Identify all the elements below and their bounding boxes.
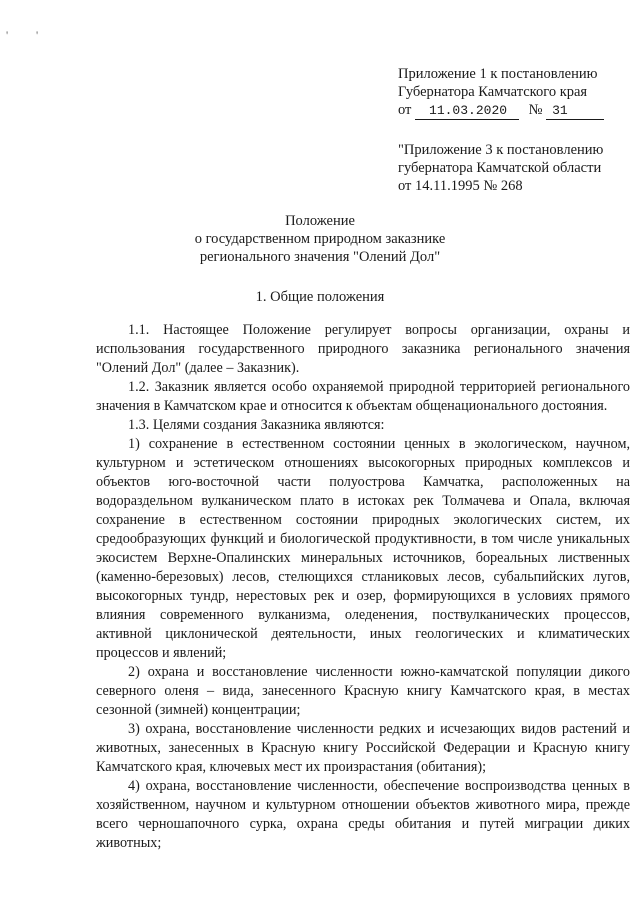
goal-item-3: 3) охрана, восстановление численности редких и исчезающих видов растений и животных, занесенных в Красную книгу Российской Федерации и Красную книгу Камчатского края, ключевых мест их произрастания (обитания); xyxy=(96,721,630,775)
section-heading: 1. Общие положения xyxy=(255,289,385,305)
appendix3-line3: от 14.11.1995 № 268 xyxy=(398,178,523,194)
goal-item-4: 4) охрана, восстановление численности, обеспечение воспроизводства ценных в хозяйственном, научном и культурном отношении объектов животного мира, прежде всего черношапочного сурка, охрана среды обитания и путей миграции диких животных; xyxy=(96,778,630,851)
title-line2: о государственном природном заказнике xyxy=(194,231,446,247)
goal-item-1: 1) сохранение в естественном состоянии ценных в экологическом, научном, культурном и эстетическом отношениях высокогорных природных комплексов и объектов юго-восточной части полуострова Камчатка, расположенных на водораздельном вулканическом плато в истоках рек Толмачева и Опала, включая сохранение в естественном состоянии природных экологических систем, их средообразующих функций и биологической продуктивности, в том числе уникальных экосистем Верхне-Опалинских минеральных источников, бореальных лиственных (каменно-березовых) лесов, стелющихся стланиковых лесов, субальпийских лугов, высокогорных тундр, нерестовых рек и озер, формирующихся в условиях прямого влияния современного вулканизма, оледенения, поствулканических процессов, активной циклонической деятельности, иных геологических и климатических процессов и явлений; xyxy=(96,436,630,661)
paragraph-1-2: 1.2. Заказник является особо охраняемой природной территорией регионального значения в Камчатском крае и относится к объектам общенационального достояния. xyxy=(96,379,630,414)
paragraph-1-3: 1.3. Целями создания Заказника являются: xyxy=(128,417,385,433)
goal-item-2: 2) охрана и восстановление численности южно-камчатской популяции дикого северного оленя – вида, занесенного Красную книгу Камчатского края, в местах сезонной (зимней) концентрации; xyxy=(96,664,630,718)
document-number: 31 xyxy=(546,103,604,120)
paragraph-1-1: 1.1. Настоящее Положение регулирует вопросы организации, охраны и использования государственного природного заказника регионального значения "Олений Дол" (далее – Заказник). xyxy=(96,322,630,376)
scan-mark-right: ' xyxy=(36,28,39,42)
title-line3: регионального значения "Олений Дол" xyxy=(199,249,441,265)
number-prefix: № xyxy=(528,102,543,118)
scan-mark-left: ' xyxy=(6,28,9,42)
appendix1-date-line xyxy=(398,100,604,120)
document-body xyxy=(96,321,630,853)
appendix1-line2: Губернатора Камчатского края xyxy=(398,84,588,100)
signing-date: 11.03.2020 xyxy=(415,103,519,120)
appendix1-line1: Приложение 1 к постановлению xyxy=(398,66,598,82)
title-line1: Положение xyxy=(285,213,355,229)
appendix3-line1: "Приложение 3 к постановлению xyxy=(398,142,604,158)
appendix3-line2: губернатора Камчатской области xyxy=(398,160,602,176)
date-prefix: от xyxy=(398,102,412,118)
